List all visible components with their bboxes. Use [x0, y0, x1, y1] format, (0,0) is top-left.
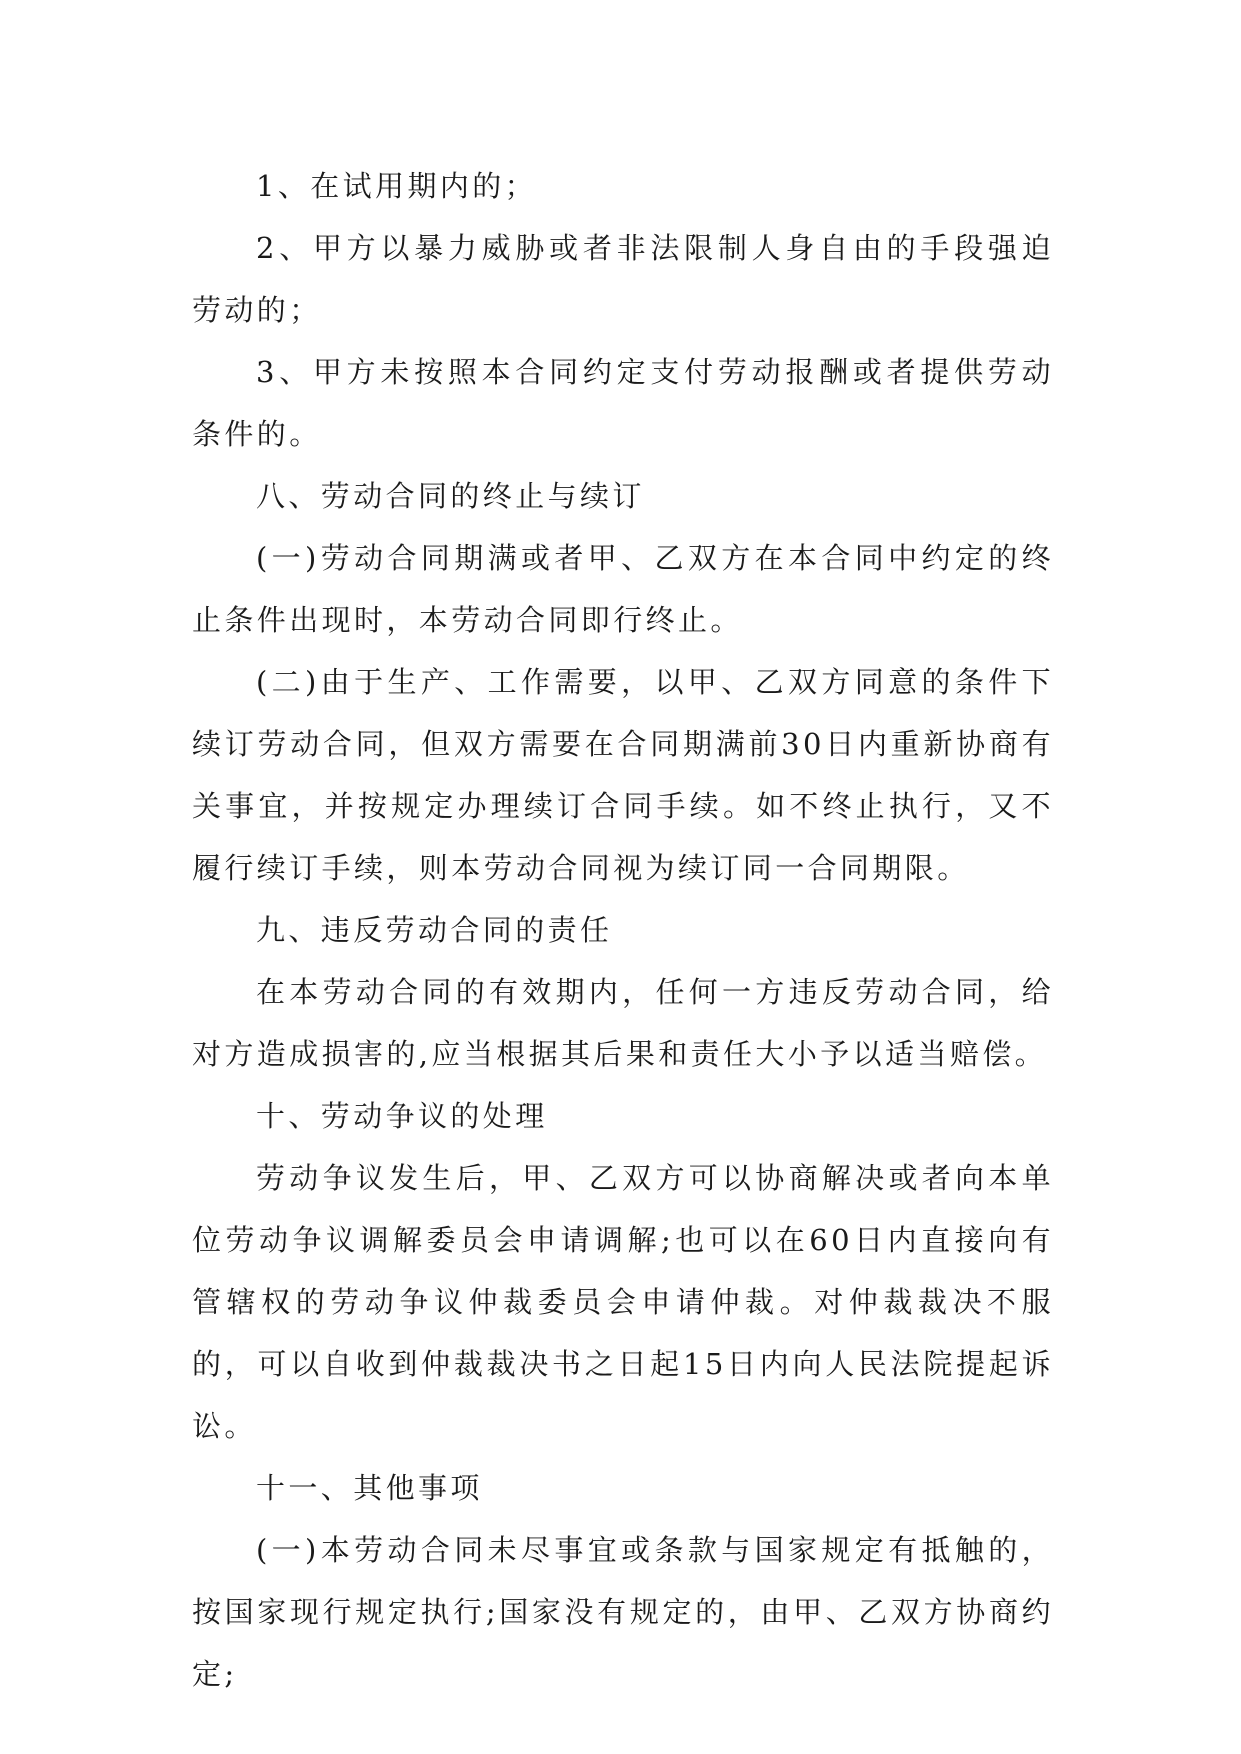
section-heading-disputes: 十、劳动争议的处理: [256, 1099, 548, 1133]
clause-probation: 1、在试用期内的；: [256, 169, 538, 203]
clause-other-matters: (一)本劳动合同未尽事宜或条款与国家规定有抵触的，按国家现行规定执行;国家没有规定的，由甲、乙双方协商约定;: [192, 1533, 1054, 1691]
document-body: [192, 155, 1054, 1705]
section-heading-termination-renewal: 八、劳动合同的终止与续订: [256, 479, 645, 513]
clause-renewal: (二)由于生产、工作需要，以甲、乙双方同意的条件下续订劳动合同，但双方需要在合同期满前30日内重新协商有关事宜，并按规定办理续订合同手续。如不终止执行，又不履行续订手续，则本劳动合同视为续订同一合同期限。: [192, 665, 1054, 885]
clause-forced-labor: 2、甲方以暴力威胁或者非法限制人身自由的手段强迫劳动的；: [192, 231, 1054, 327]
section-heading-liability: 九、违反劳动合同的责任: [256, 913, 613, 947]
clause-termination: (一)劳动合同期满或者甲、乙双方在本合同中约定的终止条件出现时，本劳动合同即行终止。: [192, 541, 1054, 637]
clause-unpaid-remuneration: 3、甲方未按照本合同约定支付劳动报酬或者提供劳动条件的。: [192, 355, 1054, 451]
clause-disputes: 劳动争议发生后，甲、乙双方可以协商解决或者向本单位劳动争议调解委员会申请调解;也可以在60日内直接向有管辖权的劳动争议仲裁委员会申请仲裁。对仲裁裁决不服的，可以自收到仲裁裁决书之日起15日内向人民法院提起诉讼。: [192, 1161, 1054, 1443]
section-heading-other-matters: 十一、其他事项: [256, 1471, 483, 1505]
clause-liability: 在本劳动合同的有效期内，任何一方违反劳动合同，给对方造成损害的,应当根据其后果和责任大小予以适当赔偿。: [192, 975, 1054, 1071]
